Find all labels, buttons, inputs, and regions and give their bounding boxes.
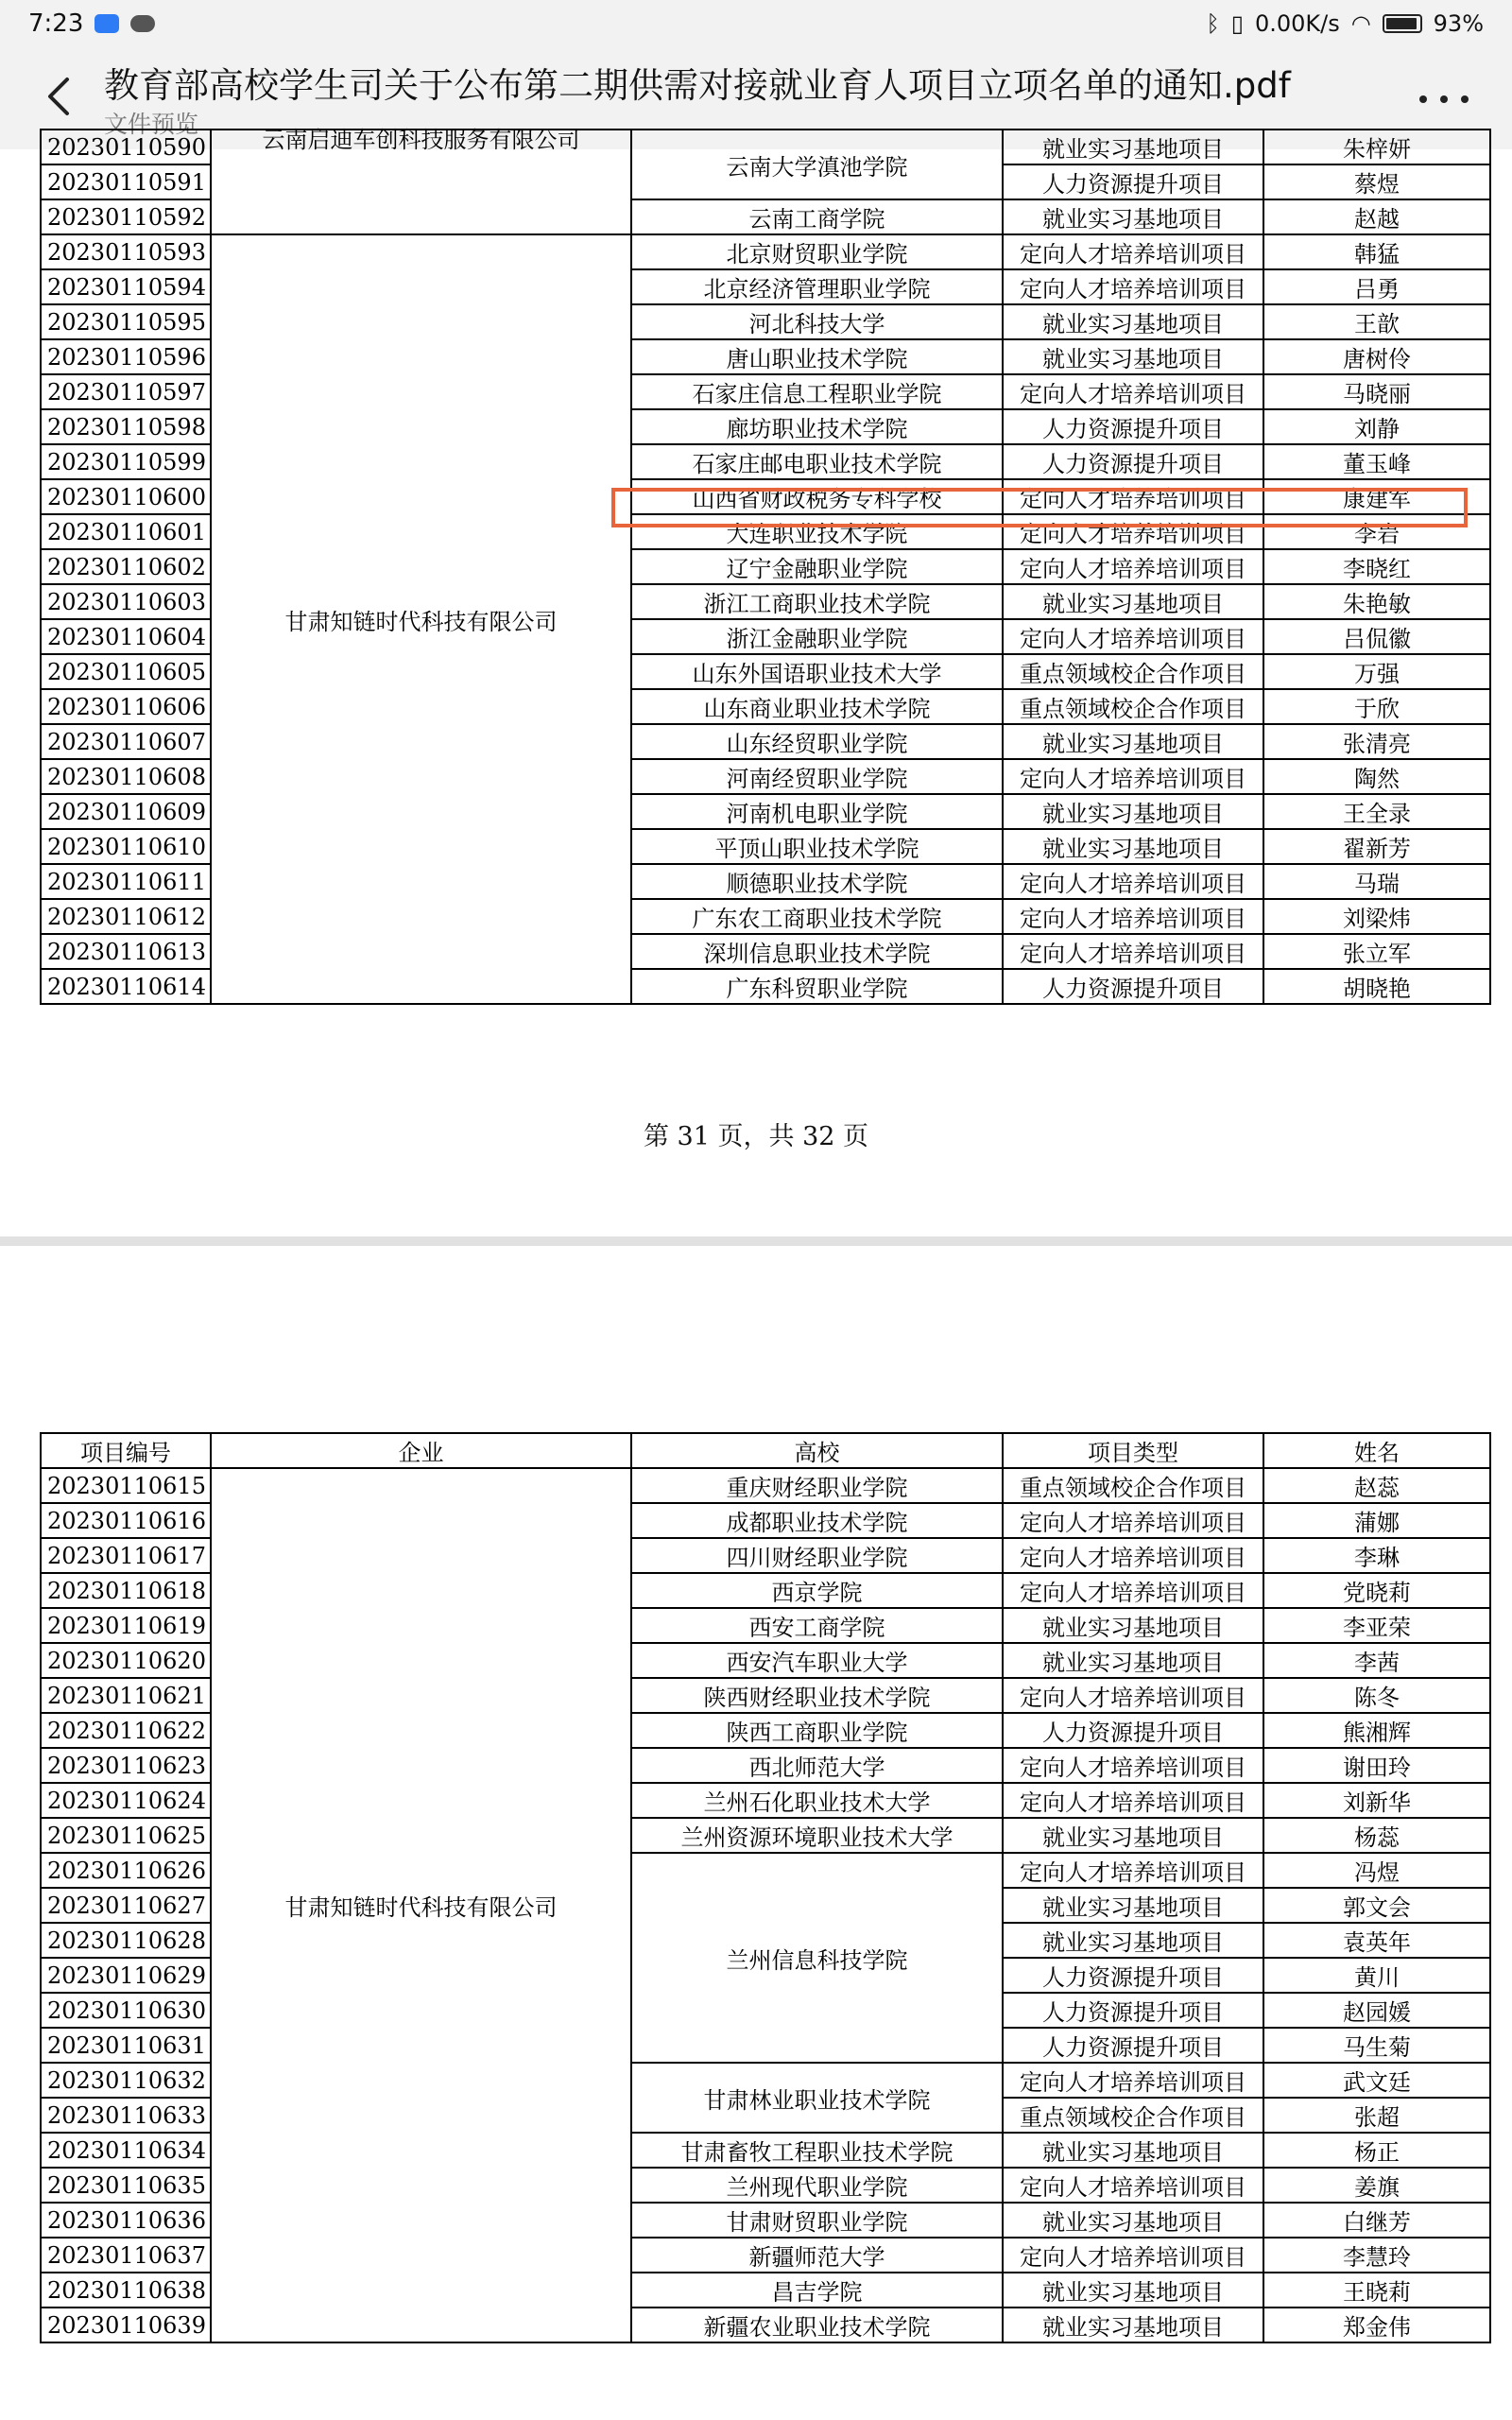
cell-project-type: 就业实习基地项目 [1003, 339, 1263, 374]
cell-school: 新疆农业职业技术学院 [631, 2308, 1003, 2342]
cell-school: 云南大学滇池学院 [631, 130, 1003, 199]
cell-person-name: 武文廷 [1263, 2063, 1490, 2098]
cell-school: 河南经贸职业学院 [631, 759, 1003, 794]
cell-project-type: 定向人才培养培训项目 [1003, 2168, 1263, 2203]
battery-percent: 93% [1433, 10, 1484, 37]
page-divider [0, 1236, 1512, 1246]
more-dot-icon [1440, 95, 1448, 103]
cell-project-code: 20230110630 [41, 1993, 211, 2028]
cell-school: 平顶山职业技术学院 [631, 829, 1003, 864]
cell-project-code: 20230110623 [41, 1748, 211, 1783]
cell-project-code: 20230110599 [41, 444, 211, 479]
cell-school: 广东农工商职业技术学院 [631, 899, 1003, 934]
cell-person-name: 黄川 [1263, 1958, 1490, 1993]
cell-person-name: 朱艳敏 [1263, 584, 1490, 619]
cell-school: 西北师范大学 [631, 1748, 1003, 1783]
cell-school: 西安汽车职业大学 [631, 1643, 1003, 1678]
cell-project-code: 20230110614 [41, 969, 211, 1004]
cell-project-type: 就业实习基地项目 [1003, 584, 1263, 619]
cell-project-code: 20230110618 [41, 1573, 211, 1608]
back-button[interactable] [34, 68, 83, 125]
more-dot-icon [1461, 95, 1469, 103]
cell-project-type: 定向人才培养培训项目 [1003, 1853, 1263, 1888]
net-speed: 0.00K/s [1254, 10, 1340, 37]
cell-school: 唐山职业技术学院 [631, 339, 1003, 374]
cell-project-type: 定向人才培养培训项目 [1003, 269, 1263, 304]
cell-person-name: 赵蕊 [1263, 1468, 1490, 1503]
cell-person-name: 谢田玲 [1263, 1748, 1490, 1783]
cell-person-name: 马瑞 [1263, 864, 1490, 899]
cell-project-type: 定向人才培养培训项目 [1003, 479, 1263, 514]
cell-person-name: 马生菊 [1263, 2028, 1490, 2063]
cell-person-name: 陈冬 [1263, 1678, 1490, 1713]
cell-project-type: 重点领域校企合作项目 [1003, 2098, 1263, 2133]
cell-project-type: 就业实习基地项目 [1003, 2133, 1263, 2168]
chevron-left-icon [44, 76, 73, 117]
cell-person-name: 陶然 [1263, 759, 1490, 794]
cell-project-type: 定向人才培养培训项目 [1003, 549, 1263, 584]
cell-project-type: 人力资源提升项目 [1003, 2028, 1263, 2063]
cell-person-name: 郑金伟 [1263, 2308, 1490, 2342]
cell-project-code: 20230110604 [41, 619, 211, 654]
cell-person-name: 于欣 [1263, 689, 1490, 724]
cell-project-code: 20230110639 [41, 2308, 211, 2342]
cell-project-code: 20230110591 [41, 164, 211, 199]
cell-school: 石家庄邮电职业技术学院 [631, 444, 1003, 479]
cell-project-code: 20230110606 [41, 689, 211, 724]
cell-project-code: 20230110605 [41, 654, 211, 689]
cell-person-name: 李茜 [1263, 1643, 1490, 1678]
cell-person-name: 李琳 [1263, 1538, 1490, 1573]
cell-person-name: 胡晓艳 [1263, 969, 1490, 1004]
cell-project-type: 人力资源提升项目 [1003, 444, 1263, 479]
cell-person-name: 冯煜 [1263, 1853, 1490, 1888]
cell-project-code: 20230110626 [41, 1853, 211, 1888]
battery-fill [1386, 18, 1417, 29]
pdf-viewport[interactable] [0, 127, 1512, 2420]
pdf-table-page-32 [40, 1432, 1491, 2343]
cell-school: 深圳信息职业技术学院 [631, 934, 1003, 969]
cell-project-code: 20230110624 [41, 1783, 211, 1818]
cell-school: 大连职业技术学院 [631, 514, 1003, 549]
cell-person-name: 白继芳 [1263, 2203, 1490, 2238]
cell-project-code: 20230110633 [41, 2098, 211, 2133]
cell-project-type: 定向人才培养培训项目 [1003, 514, 1263, 549]
cell-person-name: 吕侃徽 [1263, 619, 1490, 654]
cell-project-type: 人力资源提升项目 [1003, 409, 1263, 444]
cell-project-code: 20230110611 [41, 864, 211, 899]
cell-person-name: 李晓红 [1263, 549, 1490, 584]
table-row [41, 1468, 1490, 1503]
cell-school: 浙江金融职业学院 [631, 619, 1003, 654]
vibrate-icon: ▯ [1230, 10, 1244, 37]
cell-project-type: 定向人才培养培训项目 [1003, 619, 1263, 654]
cell-project-code: 20230110597 [41, 374, 211, 409]
cell-project-type: 就业实习基地项目 [1003, 1888, 1263, 1923]
cell-person-name: 康建军 [1263, 479, 1490, 514]
cell-person-name: 姜旗 [1263, 2168, 1490, 2203]
cell-person-name: 张立军 [1263, 934, 1490, 969]
cell-project-type: 就业实习基地项目 [1003, 2308, 1263, 2342]
cell-project-type: 重点领域校企合作项目 [1003, 654, 1263, 689]
cell-person-name: 王全录 [1263, 794, 1490, 829]
cell-project-code: 20230110603 [41, 584, 211, 619]
document-subtitle: 文件预览 [104, 111, 199, 138]
cell-project-type: 就业实习基地项目 [1003, 2273, 1263, 2308]
cell-project-type: 就业实习基地项目 [1003, 1643, 1263, 1678]
cell-project-type: 人力资源提升项目 [1003, 164, 1263, 199]
cell-school: 兰州现代职业学院 [631, 2168, 1003, 2203]
cell-school: 河南机电职业学院 [631, 794, 1003, 829]
cell-company: 甘肃知链时代科技有限公司 [211, 234, 631, 1004]
cell-person-name: 赵越 [1263, 199, 1490, 234]
cell-project-type: 定向人才培养培训项目 [1003, 234, 1263, 269]
cell-project-type: 重点领域校企合作项目 [1003, 1468, 1263, 1503]
cell-project-type: 定向人才培养培训项目 [1003, 1678, 1263, 1713]
cell-project-code: 20230110634 [41, 2133, 211, 2168]
cell-project-code: 20230110622 [41, 1713, 211, 1748]
cell-project-code: 20230110601 [41, 514, 211, 549]
cell-school: 顺德职业技术学院 [631, 864, 1003, 899]
cell-person-name: 郭文会 [1263, 1888, 1490, 1923]
cell-project-type: 就业实习基地项目 [1003, 1608, 1263, 1643]
cell-project-type: 人力资源提升项目 [1003, 1993, 1263, 2028]
cell-project-type: 就业实习基地项目 [1003, 304, 1263, 339]
cell-project-type: 就业实习基地项目 [1003, 1923, 1263, 1958]
cell-school: 新疆师范大学 [631, 2238, 1003, 2273]
cell-project-code: 20230110619 [41, 1608, 211, 1643]
cloud-app-icon [94, 14, 119, 33]
cell-project-type: 定向人才培养培训项目 [1003, 759, 1263, 794]
cell-project-type: 定向人才培养培训项目 [1003, 1573, 1263, 1608]
cell-project-code: 20230110621 [41, 1678, 211, 1713]
cell-person-name: 王歆 [1263, 304, 1490, 339]
cell-project-type: 定向人才培养培训项目 [1003, 1538, 1263, 1573]
cell-person-name: 韩猛 [1263, 234, 1490, 269]
cell-project-code: 20230110593 [41, 234, 211, 269]
cell-project-type: 定向人才培养培训项目 [1003, 1503, 1263, 1538]
cell-project-type: 定向人才培养培训项目 [1003, 899, 1263, 934]
more-options-button[interactable] [1419, 85, 1469, 113]
cell-project-code: 20230110631 [41, 2028, 211, 2063]
cell-project-code: 20230110627 [41, 1888, 211, 1923]
cell-project-code: 20230110590 [41, 130, 211, 164]
cell-project-code: 20230110637 [41, 2238, 211, 2273]
cell-person-name: 王晓莉 [1263, 2273, 1490, 2308]
cell-person-name: 袁英年 [1263, 1923, 1490, 1958]
clipped-company-text: 云南启迪车创科技服务有限公司 [262, 127, 580, 153]
cell-person-name: 李亚荣 [1263, 1608, 1490, 1643]
cell-school: 廊坊职业技术学院 [631, 409, 1003, 444]
cell-project-type: 定向人才培养培训项目 [1003, 2238, 1263, 2273]
cell-project-type: 人力资源提升项目 [1003, 1958, 1263, 1993]
cell-project-code: 20230110612 [41, 899, 211, 934]
cell-school: 兰州信息科技学院 [631, 1853, 1003, 2063]
cell-project-code: 20230110610 [41, 829, 211, 864]
cell-project-type: 就业实习基地项目 [1003, 724, 1263, 759]
bluetooth-icon: ᛒ [1206, 10, 1220, 37]
cell-project-code: 20230110629 [41, 1958, 211, 1993]
header-school: 高校 [631, 1433, 1003, 1468]
more-dot-icon [1419, 95, 1427, 103]
wifi-icon: ◠ [1350, 10, 1371, 37]
cell-project-code: 20230110638 [41, 2273, 211, 2308]
cell-project-code: 20230110620 [41, 1643, 211, 1678]
cell-school: 山东经贸职业学院 [631, 724, 1003, 759]
cell-school: 河北科技大学 [631, 304, 1003, 339]
cell-school: 甘肃畜牧工程职业技术学院 [631, 2133, 1003, 2168]
cell-school: 昌吉学院 [631, 2273, 1003, 2308]
status-bar [0, 0, 1512, 47]
cell-person-name: 杨蕊 [1263, 1818, 1490, 1853]
cell-project-code: 20230110617 [41, 1538, 211, 1573]
cell-person-name: 万强 [1263, 654, 1490, 689]
cell-school: 辽宁金融职业学院 [631, 549, 1003, 584]
cell-project-code: 20230110595 [41, 304, 211, 339]
cell-company: 甘肃知链时代科技有限公司 [211, 1468, 631, 2342]
table-row [41, 130, 1490, 164]
header-type: 项目类型 [1003, 1433, 1263, 1468]
cell-person-name: 杨正 [1263, 2133, 1490, 2168]
cell-project-code: 20230110607 [41, 724, 211, 759]
cell-school: 西京学院 [631, 1573, 1003, 1608]
cell-person-name: 李慧玲 [1263, 2238, 1490, 2273]
cell-school: 陕西工商职业学院 [631, 1713, 1003, 1748]
header-name: 姓名 [1263, 1433, 1490, 1468]
document-title: 教育部高校学生司关于公布第二期供需对接就业育人项目立项名单的通知.pdf [104, 65, 1291, 106]
table-header-row [41, 1433, 1490, 1468]
cell-school: 成都职业技术学院 [631, 1503, 1003, 1538]
header-code: 项目编号 [41, 1433, 211, 1468]
wechat-icon [130, 15, 155, 32]
cell-school: 石家庄信息工程职业学院 [631, 374, 1003, 409]
cell-school: 重庆财经职业学院 [631, 1468, 1003, 1503]
cell-person-name: 翟新芳 [1263, 829, 1490, 864]
cell-person-name: 唐树伶 [1263, 339, 1490, 374]
cell-project-code: 20230110628 [41, 1923, 211, 1958]
cell-project-code: 20230110613 [41, 934, 211, 969]
cell-person-name: 熊湘辉 [1263, 1713, 1490, 1748]
cell-person-name: 刘静 [1263, 409, 1490, 444]
battery-icon [1383, 14, 1422, 33]
cell-project-type: 就业实习基地项目 [1003, 199, 1263, 234]
cell-company [211, 127, 631, 234]
table-row [41, 234, 1490, 269]
cell-school: 北京经济管理职业学院 [631, 269, 1003, 304]
cell-school: 山东商业职业技术学院 [631, 689, 1003, 724]
cell-school: 山东外国语职业技术大学 [631, 654, 1003, 689]
cell-project-code: 20230110616 [41, 1503, 211, 1538]
cell-school: 西安工商学院 [631, 1608, 1003, 1643]
cell-project-code: 20230110615 [41, 1468, 211, 1503]
cell-project-code: 20230110636 [41, 2203, 211, 2238]
cell-school: 甘肃林业职业技术学院 [631, 2063, 1003, 2133]
cell-project-code: 20230110625 [41, 1818, 211, 1853]
cell-school: 云南工商学院 [631, 199, 1003, 234]
cell-project-code: 20230110635 [41, 2168, 211, 2203]
cell-project-type: 重点领域校企合作项目 [1003, 689, 1263, 724]
cell-project-type: 就业实习基地项目 [1003, 794, 1263, 829]
cell-project-code: 20230110598 [41, 409, 211, 444]
cell-project-type: 定向人才培养培训项目 [1003, 374, 1263, 409]
cell-person-name: 张清亮 [1263, 724, 1490, 759]
cell-school: 广东科贸职业学院 [631, 969, 1003, 1004]
status-time: 7:23 [28, 9, 84, 38]
cell-project-type: 就业实习基地项目 [1003, 829, 1263, 864]
cell-person-name: 刘新华 [1263, 1783, 1490, 1818]
cell-project-type: 定向人才培养培训项目 [1003, 864, 1263, 899]
cell-person-name: 李岩 [1263, 514, 1490, 549]
pdf-table-page-31 [40, 129, 1491, 1005]
header-company: 企业 [211, 1433, 631, 1468]
cell-project-code: 20230110594 [41, 269, 211, 304]
cell-person-name: 朱梓妍 [1263, 130, 1490, 164]
cell-person-name: 党晓莉 [1263, 1573, 1490, 1608]
cell-person-name: 刘梁炜 [1263, 899, 1490, 934]
cell-project-type: 就业实习基地项目 [1003, 1818, 1263, 1853]
cell-project-code: 20230110608 [41, 759, 211, 794]
cell-school: 兰州资源环境职业技术大学 [631, 1818, 1003, 1853]
cell-school: 北京财贸职业学院 [631, 234, 1003, 269]
cell-project-type: 就业实习基地项目 [1003, 2203, 1263, 2238]
cell-school-highlighted: 山西省财政税务专科学校 [631, 479, 1003, 514]
cell-person-name: 赵园媛 [1263, 1993, 1490, 2028]
cell-project-type: 定向人才培养培训项目 [1003, 2063, 1263, 2098]
cell-project-type: 人力资源提升项目 [1003, 969, 1263, 1004]
cell-project-type: 就业实习基地项目 [1003, 130, 1263, 164]
cell-project-code: 20230110602 [41, 549, 211, 584]
cell-school: 浙江工商职业技术学院 [631, 584, 1003, 619]
cell-person-name: 马晓丽 [1263, 374, 1490, 409]
cell-school: 兰州石化职业技术大学 [631, 1783, 1003, 1818]
cell-project-code: 20230110592 [41, 199, 211, 234]
cell-person-name: 蒲娜 [1263, 1503, 1490, 1538]
cell-school: 甘肃财贸职业学院 [631, 2203, 1003, 2238]
cell-person-name: 吕勇 [1263, 269, 1490, 304]
cell-person-name: 张超 [1263, 2098, 1490, 2133]
cell-project-type: 人力资源提升项目 [1003, 1713, 1263, 1748]
cell-project-code: 20230110600 [41, 479, 211, 514]
cell-project-type: 定向人才培养培训项目 [1003, 1783, 1263, 1818]
cell-person-name: 董玉峰 [1263, 444, 1490, 479]
cell-project-code: 20230110609 [41, 794, 211, 829]
cell-school: 陕西财经职业技术学院 [631, 1678, 1003, 1713]
cell-project-type: 定向人才培养培训项目 [1003, 1748, 1263, 1783]
cell-project-code: 20230110596 [41, 339, 211, 374]
cell-person-name: 蔡煜 [1263, 164, 1490, 199]
cell-project-type: 定向人才培养培训项目 [1003, 934, 1263, 969]
cell-school: 四川财经职业学院 [631, 1538, 1003, 1573]
cell-project-code: 20230110632 [41, 2063, 211, 2098]
page-indicator: 第 31 页，共 32 页 [643, 1122, 869, 1151]
